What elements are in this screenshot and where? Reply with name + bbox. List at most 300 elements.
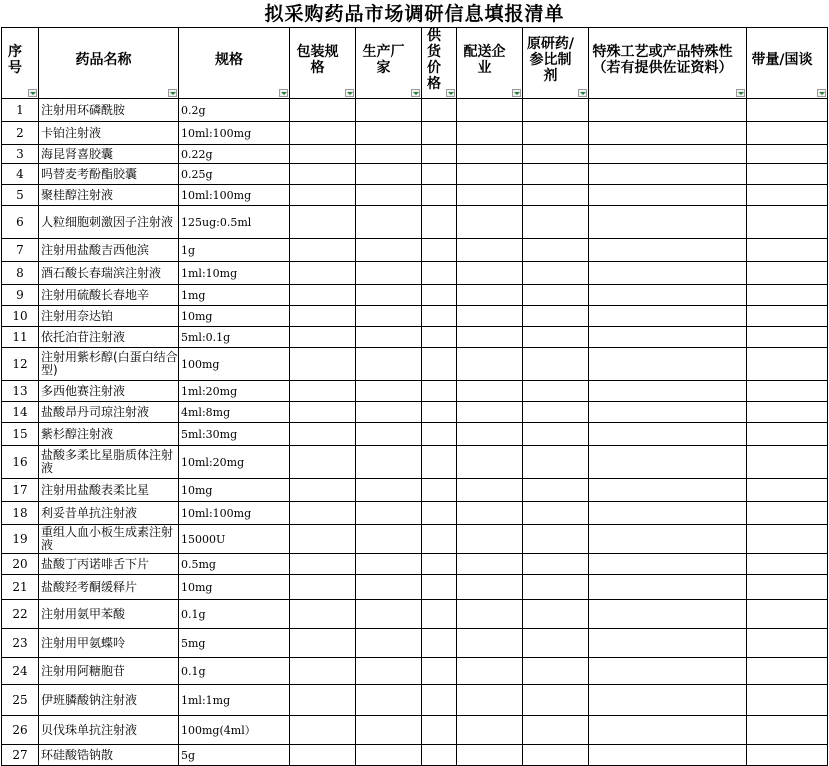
cell-price[interactable] bbox=[422, 502, 457, 525]
cell-price[interactable] bbox=[422, 575, 457, 600]
cell-special-process[interactable] bbox=[589, 629, 747, 658]
cell-manufacturer[interactable] bbox=[356, 164, 422, 185]
cell-spec[interactable]: 1ml:20mg bbox=[179, 381, 290, 402]
cell-manufacturer[interactable] bbox=[356, 285, 422, 306]
cell-drug-name[interactable]: 利妥昔单抗注射液 bbox=[39, 502, 179, 525]
cell-package[interactable] bbox=[290, 239, 356, 262]
cell-package[interactable] bbox=[290, 381, 356, 402]
cell-spec[interactable]: 0.22g bbox=[179, 145, 290, 164]
cell-package[interactable] bbox=[290, 745, 356, 766]
cell-index[interactable]: 25 bbox=[2, 685, 39, 716]
cell-index[interactable]: 5 bbox=[2, 185, 39, 206]
cell-index[interactable]: 6 bbox=[2, 206, 39, 239]
cell-distributor[interactable] bbox=[457, 327, 523, 348]
cell-original-drug[interactable] bbox=[523, 629, 589, 658]
cell-distributor[interactable] bbox=[457, 145, 523, 164]
cell-volume-procurement[interactable] bbox=[747, 716, 828, 745]
cell-volume-procurement[interactable] bbox=[747, 185, 828, 206]
cell-drug-name[interactable]: 人粒细胞刺激因子注射液 bbox=[39, 206, 179, 239]
cell-spec[interactable]: 0.25g bbox=[179, 164, 290, 185]
filter-dropdown-icon[interactable] bbox=[446, 89, 455, 97]
cell-spec[interactable]: 1mg bbox=[179, 285, 290, 306]
table-row[interactable] bbox=[2, 381, 828, 402]
cell-package[interactable] bbox=[290, 658, 356, 685]
table-row[interactable] bbox=[2, 423, 828, 446]
cell-original-drug[interactable] bbox=[523, 479, 589, 502]
cell-drug-name[interactable]: 环硅酸锆钠散 bbox=[39, 745, 179, 766]
cell-package[interactable] bbox=[290, 502, 356, 525]
cell-index[interactable]: 23 bbox=[2, 629, 39, 658]
cell-drug-name[interactable]: 盐酸多柔比星脂质体注射液 bbox=[39, 446, 179, 479]
table-row[interactable] bbox=[2, 239, 828, 262]
cell-special-process[interactable] bbox=[589, 446, 747, 479]
cell-volume-procurement[interactable] bbox=[747, 600, 828, 629]
cell-spec[interactable]: 0.2g bbox=[179, 99, 290, 122]
cell-drug-name[interactable]: 贝伐珠单抗注射液 bbox=[39, 716, 179, 745]
cell-spec[interactable]: 10ml:100mg bbox=[179, 185, 290, 206]
cell-price[interactable] bbox=[422, 658, 457, 685]
cell-spec[interactable]: 5ml:0.1g bbox=[179, 327, 290, 348]
cell-price[interactable] bbox=[422, 423, 457, 446]
cell-price[interactable] bbox=[422, 327, 457, 348]
cell-distributor[interactable] bbox=[457, 629, 523, 658]
cell-distributor[interactable] bbox=[457, 381, 523, 402]
cell-distributor[interactable] bbox=[457, 285, 523, 306]
table-row[interactable] bbox=[2, 554, 828, 575]
cell-distributor[interactable] bbox=[457, 262, 523, 285]
cell-index[interactable]: 21 bbox=[2, 575, 39, 600]
cell-manufacturer[interactable] bbox=[356, 479, 422, 502]
cell-volume-procurement[interactable] bbox=[747, 327, 828, 348]
cell-index[interactable]: 15 bbox=[2, 423, 39, 446]
cell-price[interactable] bbox=[422, 600, 457, 629]
cell-distributor[interactable] bbox=[457, 423, 523, 446]
cell-distributor[interactable] bbox=[457, 685, 523, 716]
cell-original-drug[interactable] bbox=[523, 402, 589, 423]
cell-price[interactable] bbox=[422, 685, 457, 716]
cell-price[interactable] bbox=[422, 479, 457, 502]
cell-package[interactable] bbox=[290, 348, 356, 381]
cell-price[interactable] bbox=[422, 381, 457, 402]
cell-spec[interactable]: 125ug:0.5ml bbox=[179, 206, 290, 239]
cell-price[interactable] bbox=[422, 554, 457, 575]
cell-drug-name[interactable]: 盐酸羟考酮缓释片 bbox=[39, 575, 179, 600]
cell-drug-name[interactable]: 海昆肾喜胶囊 bbox=[39, 145, 179, 164]
cell-drug-name[interactable]: 吗替麦考酚酯胶囊 bbox=[39, 164, 179, 185]
cell-volume-procurement[interactable] bbox=[747, 575, 828, 600]
cell-manufacturer[interactable] bbox=[356, 262, 422, 285]
cell-volume-procurement[interactable] bbox=[747, 206, 828, 239]
cell-distributor[interactable] bbox=[457, 122, 523, 145]
cell-manufacturer[interactable] bbox=[356, 525, 422, 554]
cell-price[interactable] bbox=[422, 402, 457, 423]
cell-price[interactable] bbox=[422, 185, 457, 206]
cell-package[interactable] bbox=[290, 525, 356, 554]
cell-drug-name[interactable]: 聚桂醇注射液 bbox=[39, 185, 179, 206]
cell-original-drug[interactable] bbox=[523, 716, 589, 745]
cell-package[interactable] bbox=[290, 600, 356, 629]
cell-special-process[interactable] bbox=[589, 600, 747, 629]
cell-package[interactable] bbox=[290, 285, 356, 306]
cell-volume-procurement[interactable] bbox=[747, 525, 828, 554]
cell-index[interactable]: 12 bbox=[2, 348, 39, 381]
cell-special-process[interactable] bbox=[589, 239, 747, 262]
filter-dropdown-icon[interactable] bbox=[345, 89, 354, 97]
cell-distributor[interactable] bbox=[457, 402, 523, 423]
cell-package[interactable] bbox=[290, 185, 356, 206]
cell-distributor[interactable] bbox=[457, 716, 523, 745]
cell-price[interactable] bbox=[422, 145, 457, 164]
cell-distributor[interactable] bbox=[457, 502, 523, 525]
cell-spec[interactable]: 1g bbox=[179, 239, 290, 262]
cell-price[interactable] bbox=[422, 446, 457, 479]
cell-package[interactable] bbox=[290, 164, 356, 185]
filter-dropdown-icon[interactable] bbox=[168, 89, 177, 97]
cell-price[interactable] bbox=[422, 525, 457, 554]
cell-index[interactable]: 24 bbox=[2, 658, 39, 685]
cell-drug-name[interactable]: 注射用奈达铂 bbox=[39, 306, 179, 327]
cell-index[interactable]: 1 bbox=[2, 99, 39, 122]
cell-manufacturer[interactable] bbox=[356, 122, 422, 145]
cell-original-drug[interactable] bbox=[523, 554, 589, 575]
table-row[interactable] bbox=[2, 658, 828, 685]
cell-volume-procurement[interactable] bbox=[747, 658, 828, 685]
cell-original-drug[interactable] bbox=[523, 122, 589, 145]
cell-distributor[interactable] bbox=[457, 575, 523, 600]
cell-special-process[interactable] bbox=[589, 381, 747, 402]
cell-special-process[interactable] bbox=[589, 575, 747, 600]
cell-index[interactable]: 27 bbox=[2, 745, 39, 766]
table-row[interactable] bbox=[2, 348, 828, 381]
cell-price[interactable] bbox=[422, 262, 457, 285]
cell-manufacturer[interactable] bbox=[356, 145, 422, 164]
cell-distributor[interactable] bbox=[457, 525, 523, 554]
cell-original-drug[interactable] bbox=[523, 502, 589, 525]
table-row[interactable] bbox=[2, 502, 828, 525]
filter-dropdown-icon[interactable] bbox=[28, 89, 37, 97]
cell-manufacturer[interactable] bbox=[356, 99, 422, 122]
cell-index[interactable]: 13 bbox=[2, 381, 39, 402]
cell-original-drug[interactable] bbox=[523, 381, 589, 402]
cell-volume-procurement[interactable] bbox=[747, 306, 828, 327]
cell-index[interactable]: 16 bbox=[2, 446, 39, 479]
cell-distributor[interactable] bbox=[457, 658, 523, 685]
table-row[interactable] bbox=[2, 306, 828, 327]
table-row[interactable] bbox=[2, 99, 828, 122]
cell-drug-name[interactable]: 卡铂注射液 bbox=[39, 122, 179, 145]
cell-volume-procurement[interactable] bbox=[747, 446, 828, 479]
cell-spec[interactable]: 10ml:100mg bbox=[179, 122, 290, 145]
cell-volume-procurement[interactable] bbox=[747, 629, 828, 658]
cell-manufacturer[interactable] bbox=[356, 327, 422, 348]
cell-price[interactable] bbox=[422, 164, 457, 185]
cell-distributor[interactable] bbox=[457, 348, 523, 381]
cell-special-process[interactable] bbox=[589, 658, 747, 685]
cell-package[interactable] bbox=[290, 306, 356, 327]
cell-spec[interactable]: 1ml:10mg bbox=[179, 262, 290, 285]
cell-volume-procurement[interactable] bbox=[747, 285, 828, 306]
filter-dropdown-icon[interactable] bbox=[736, 89, 745, 97]
cell-special-process[interactable] bbox=[589, 525, 747, 554]
cell-special-process[interactable] bbox=[589, 745, 747, 766]
cell-drug-name[interactable]: 多西他赛注射液 bbox=[39, 381, 179, 402]
cell-price[interactable] bbox=[422, 716, 457, 745]
cell-special-process[interactable] bbox=[589, 685, 747, 716]
cell-special-process[interactable] bbox=[589, 99, 747, 122]
cell-index[interactable]: 4 bbox=[2, 164, 39, 185]
cell-drug-name[interactable]: 注射用盐酸吉西他滨 bbox=[39, 239, 179, 262]
cell-manufacturer[interactable] bbox=[356, 423, 422, 446]
table-row[interactable] bbox=[2, 122, 828, 145]
cell-package[interactable] bbox=[290, 554, 356, 575]
cell-price[interactable] bbox=[422, 629, 457, 658]
cell-drug-name[interactable]: 酒石酸长春瑞滨注射液 bbox=[39, 262, 179, 285]
cell-spec[interactable]: 5mg bbox=[179, 629, 290, 658]
cell-manufacturer[interactable] bbox=[356, 306, 422, 327]
cell-original-drug[interactable] bbox=[523, 185, 589, 206]
cell-original-drug[interactable] bbox=[523, 145, 589, 164]
cell-drug-name[interactable]: 紫杉醇注射液 bbox=[39, 423, 179, 446]
cell-volume-procurement[interactable] bbox=[747, 145, 828, 164]
cell-special-process[interactable] bbox=[589, 206, 747, 239]
cell-spec[interactable]: 4ml:8mg bbox=[179, 402, 290, 423]
cell-price[interactable] bbox=[422, 285, 457, 306]
cell-spec[interactable]: 5ml:30mg bbox=[179, 423, 290, 446]
cell-index[interactable]: 10 bbox=[2, 306, 39, 327]
table-row[interactable] bbox=[2, 575, 828, 600]
cell-original-drug[interactable] bbox=[523, 525, 589, 554]
cell-index[interactable]: 19 bbox=[2, 525, 39, 554]
cell-spec[interactable]: 5g bbox=[179, 745, 290, 766]
filter-dropdown-icon[interactable] bbox=[817, 89, 826, 97]
cell-manufacturer[interactable] bbox=[356, 629, 422, 658]
cell-volume-procurement[interactable] bbox=[747, 348, 828, 381]
cell-special-process[interactable] bbox=[589, 185, 747, 206]
cell-original-drug[interactable] bbox=[523, 658, 589, 685]
cell-volume-procurement[interactable] bbox=[747, 99, 828, 122]
cell-spec[interactable]: 10ml:100mg bbox=[179, 502, 290, 525]
table-row[interactable] bbox=[2, 525, 828, 554]
cell-volume-procurement[interactable] bbox=[747, 381, 828, 402]
cell-original-drug[interactable] bbox=[523, 575, 589, 600]
table-row[interactable] bbox=[2, 446, 828, 479]
cell-drug-name[interactable]: 注射用盐酸表柔比星 bbox=[39, 479, 179, 502]
cell-manufacturer[interactable] bbox=[356, 381, 422, 402]
cell-drug-name[interactable]: 注射用硫酸长春地辛 bbox=[39, 285, 179, 306]
cell-index[interactable]: 22 bbox=[2, 600, 39, 629]
table-row[interactable] bbox=[2, 262, 828, 285]
cell-spec[interactable]: 100mg(4ml） bbox=[179, 716, 290, 745]
cell-manufacturer[interactable] bbox=[356, 575, 422, 600]
cell-original-drug[interactable] bbox=[523, 446, 589, 479]
cell-package[interactable] bbox=[290, 402, 356, 423]
cell-package[interactable] bbox=[290, 575, 356, 600]
table-row[interactable] bbox=[2, 285, 828, 306]
table-row[interactable] bbox=[2, 402, 828, 423]
cell-volume-procurement[interactable] bbox=[747, 122, 828, 145]
cell-original-drug[interactable] bbox=[523, 327, 589, 348]
table-row[interactable] bbox=[2, 164, 828, 185]
cell-volume-procurement[interactable] bbox=[747, 402, 828, 423]
cell-special-process[interactable] bbox=[589, 423, 747, 446]
cell-index[interactable]: 17 bbox=[2, 479, 39, 502]
cell-special-process[interactable] bbox=[589, 716, 747, 745]
table-row[interactable] bbox=[2, 716, 828, 745]
cell-distributor[interactable] bbox=[457, 446, 523, 479]
cell-package[interactable] bbox=[290, 122, 356, 145]
cell-special-process[interactable] bbox=[589, 285, 747, 306]
cell-volume-procurement[interactable] bbox=[747, 745, 828, 766]
cell-spec[interactable]: 10mg bbox=[179, 575, 290, 600]
cell-package[interactable] bbox=[290, 479, 356, 502]
table-row[interactable] bbox=[2, 685, 828, 716]
cell-original-drug[interactable] bbox=[523, 285, 589, 306]
cell-drug-name[interactable]: 注射用阿糖胞苷 bbox=[39, 658, 179, 685]
table-row[interactable] bbox=[2, 479, 828, 502]
cell-volume-procurement[interactable] bbox=[747, 554, 828, 575]
cell-special-process[interactable] bbox=[589, 502, 747, 525]
cell-volume-procurement[interactable] bbox=[747, 502, 828, 525]
cell-drug-name[interactable]: 伊班膦酸钠注射液 bbox=[39, 685, 179, 716]
cell-original-drug[interactable] bbox=[523, 164, 589, 185]
filter-dropdown-icon[interactable] bbox=[411, 89, 420, 97]
cell-distributor[interactable] bbox=[457, 479, 523, 502]
cell-manufacturer[interactable] bbox=[356, 600, 422, 629]
cell-price[interactable] bbox=[422, 206, 457, 239]
cell-manufacturer[interactable] bbox=[356, 554, 422, 575]
cell-package[interactable] bbox=[290, 262, 356, 285]
cell-package[interactable] bbox=[290, 685, 356, 716]
cell-package[interactable] bbox=[290, 716, 356, 745]
filter-dropdown-icon[interactable] bbox=[578, 89, 587, 97]
filter-dropdown-icon[interactable] bbox=[279, 89, 288, 97]
filter-dropdown-icon[interactable] bbox=[512, 89, 521, 97]
cell-volume-procurement[interactable] bbox=[747, 164, 828, 185]
cell-price[interactable] bbox=[422, 122, 457, 145]
cell-volume-procurement[interactable] bbox=[747, 479, 828, 502]
cell-price[interactable] bbox=[422, 348, 457, 381]
cell-distributor[interactable] bbox=[457, 164, 523, 185]
cell-spec[interactable]: 1ml:1mg bbox=[179, 685, 290, 716]
cell-package[interactable] bbox=[290, 629, 356, 658]
cell-price[interactable] bbox=[422, 306, 457, 327]
cell-spec[interactable]: 0.1g bbox=[179, 658, 290, 685]
cell-original-drug[interactable] bbox=[523, 600, 589, 629]
table-row[interactable] bbox=[2, 327, 828, 348]
cell-original-drug[interactable] bbox=[523, 423, 589, 446]
cell-original-drug[interactable] bbox=[523, 306, 589, 327]
cell-spec[interactable]: 0.1g bbox=[179, 600, 290, 629]
cell-price[interactable] bbox=[422, 239, 457, 262]
cell-special-process[interactable] bbox=[589, 122, 747, 145]
cell-distributor[interactable] bbox=[457, 306, 523, 327]
cell-drug-name[interactable]: 重组人血小板生成素注射液 bbox=[39, 525, 179, 554]
cell-special-process[interactable] bbox=[589, 327, 747, 348]
cell-special-process[interactable] bbox=[589, 479, 747, 502]
cell-distributor[interactable] bbox=[457, 206, 523, 239]
cell-drug-name[interactable]: 盐酸丁丙诺啡舌下片 bbox=[39, 554, 179, 575]
table-row[interactable] bbox=[2, 629, 828, 658]
cell-manufacturer[interactable] bbox=[356, 658, 422, 685]
cell-distributor[interactable] bbox=[457, 239, 523, 262]
cell-drug-name[interactable]: 注射用环磷酰胺 bbox=[39, 99, 179, 122]
cell-special-process[interactable] bbox=[589, 402, 747, 423]
cell-original-drug[interactable] bbox=[523, 348, 589, 381]
cell-original-drug[interactable] bbox=[523, 239, 589, 262]
table-row[interactable] bbox=[2, 600, 828, 629]
cell-special-process[interactable] bbox=[589, 145, 747, 164]
cell-special-process[interactable] bbox=[589, 164, 747, 185]
cell-distributor[interactable] bbox=[457, 99, 523, 122]
cell-drug-name[interactable]: 注射用紫杉醇(白蛋白结合型) bbox=[39, 348, 179, 381]
cell-package[interactable] bbox=[290, 446, 356, 479]
cell-manufacturer[interactable] bbox=[356, 185, 422, 206]
cell-index[interactable]: 2 bbox=[2, 122, 39, 145]
cell-spec[interactable]: 15000U bbox=[179, 525, 290, 554]
cell-drug-name[interactable]: 依托泊苷注射液 bbox=[39, 327, 179, 348]
cell-index[interactable]: 7 bbox=[2, 239, 39, 262]
cell-price[interactable] bbox=[422, 745, 457, 766]
cell-drug-name[interactable]: 注射用氨甲苯酸 bbox=[39, 600, 179, 629]
cell-manufacturer[interactable] bbox=[356, 206, 422, 239]
cell-original-drug[interactable] bbox=[523, 745, 589, 766]
cell-package[interactable] bbox=[290, 206, 356, 239]
cell-package[interactable] bbox=[290, 145, 356, 164]
cell-volume-procurement[interactable] bbox=[747, 262, 828, 285]
cell-distributor[interactable] bbox=[457, 554, 523, 575]
cell-price[interactable] bbox=[422, 99, 457, 122]
cell-distributor[interactable] bbox=[457, 185, 523, 206]
cell-spec[interactable]: 10ml:20mg bbox=[179, 446, 290, 479]
cell-index[interactable]: 18 bbox=[2, 502, 39, 525]
cell-index[interactable]: 9 bbox=[2, 285, 39, 306]
cell-special-process[interactable] bbox=[589, 262, 747, 285]
cell-volume-procurement[interactable] bbox=[747, 423, 828, 446]
cell-manufacturer[interactable] bbox=[356, 446, 422, 479]
table-row[interactable] bbox=[2, 145, 828, 164]
cell-special-process[interactable] bbox=[589, 348, 747, 381]
cell-volume-procurement[interactable] bbox=[747, 239, 828, 262]
cell-spec[interactable]: 0.5mg bbox=[179, 554, 290, 575]
cell-original-drug[interactable] bbox=[523, 99, 589, 122]
cell-index[interactable]: 14 bbox=[2, 402, 39, 423]
cell-package[interactable] bbox=[290, 327, 356, 348]
cell-original-drug[interactable] bbox=[523, 206, 589, 239]
cell-spec[interactable]: 10mg bbox=[179, 306, 290, 327]
cell-manufacturer[interactable] bbox=[356, 716, 422, 745]
cell-package[interactable] bbox=[290, 99, 356, 122]
table-row[interactable] bbox=[2, 206, 828, 239]
cell-index[interactable]: 3 bbox=[2, 145, 39, 164]
cell-index[interactable]: 11 bbox=[2, 327, 39, 348]
cell-manufacturer[interactable] bbox=[356, 685, 422, 716]
cell-spec[interactable]: 100mg bbox=[179, 348, 290, 381]
cell-drug-name[interactable]: 注射用甲氨蝶呤 bbox=[39, 629, 179, 658]
cell-manufacturer[interactable] bbox=[356, 502, 422, 525]
cell-distributor[interactable] bbox=[457, 745, 523, 766]
cell-original-drug[interactable] bbox=[523, 685, 589, 716]
cell-index[interactable]: 26 bbox=[2, 716, 39, 745]
cell-package[interactable] bbox=[290, 423, 356, 446]
table-row[interactable] bbox=[2, 745, 828, 766]
cell-manufacturer[interactable] bbox=[356, 348, 422, 381]
cell-special-process[interactable] bbox=[589, 554, 747, 575]
cell-manufacturer[interactable] bbox=[356, 402, 422, 423]
cell-volume-procurement[interactable] bbox=[747, 685, 828, 716]
cell-manufacturer[interactable] bbox=[356, 239, 422, 262]
cell-special-process[interactable] bbox=[589, 306, 747, 327]
table-row[interactable] bbox=[2, 185, 828, 206]
